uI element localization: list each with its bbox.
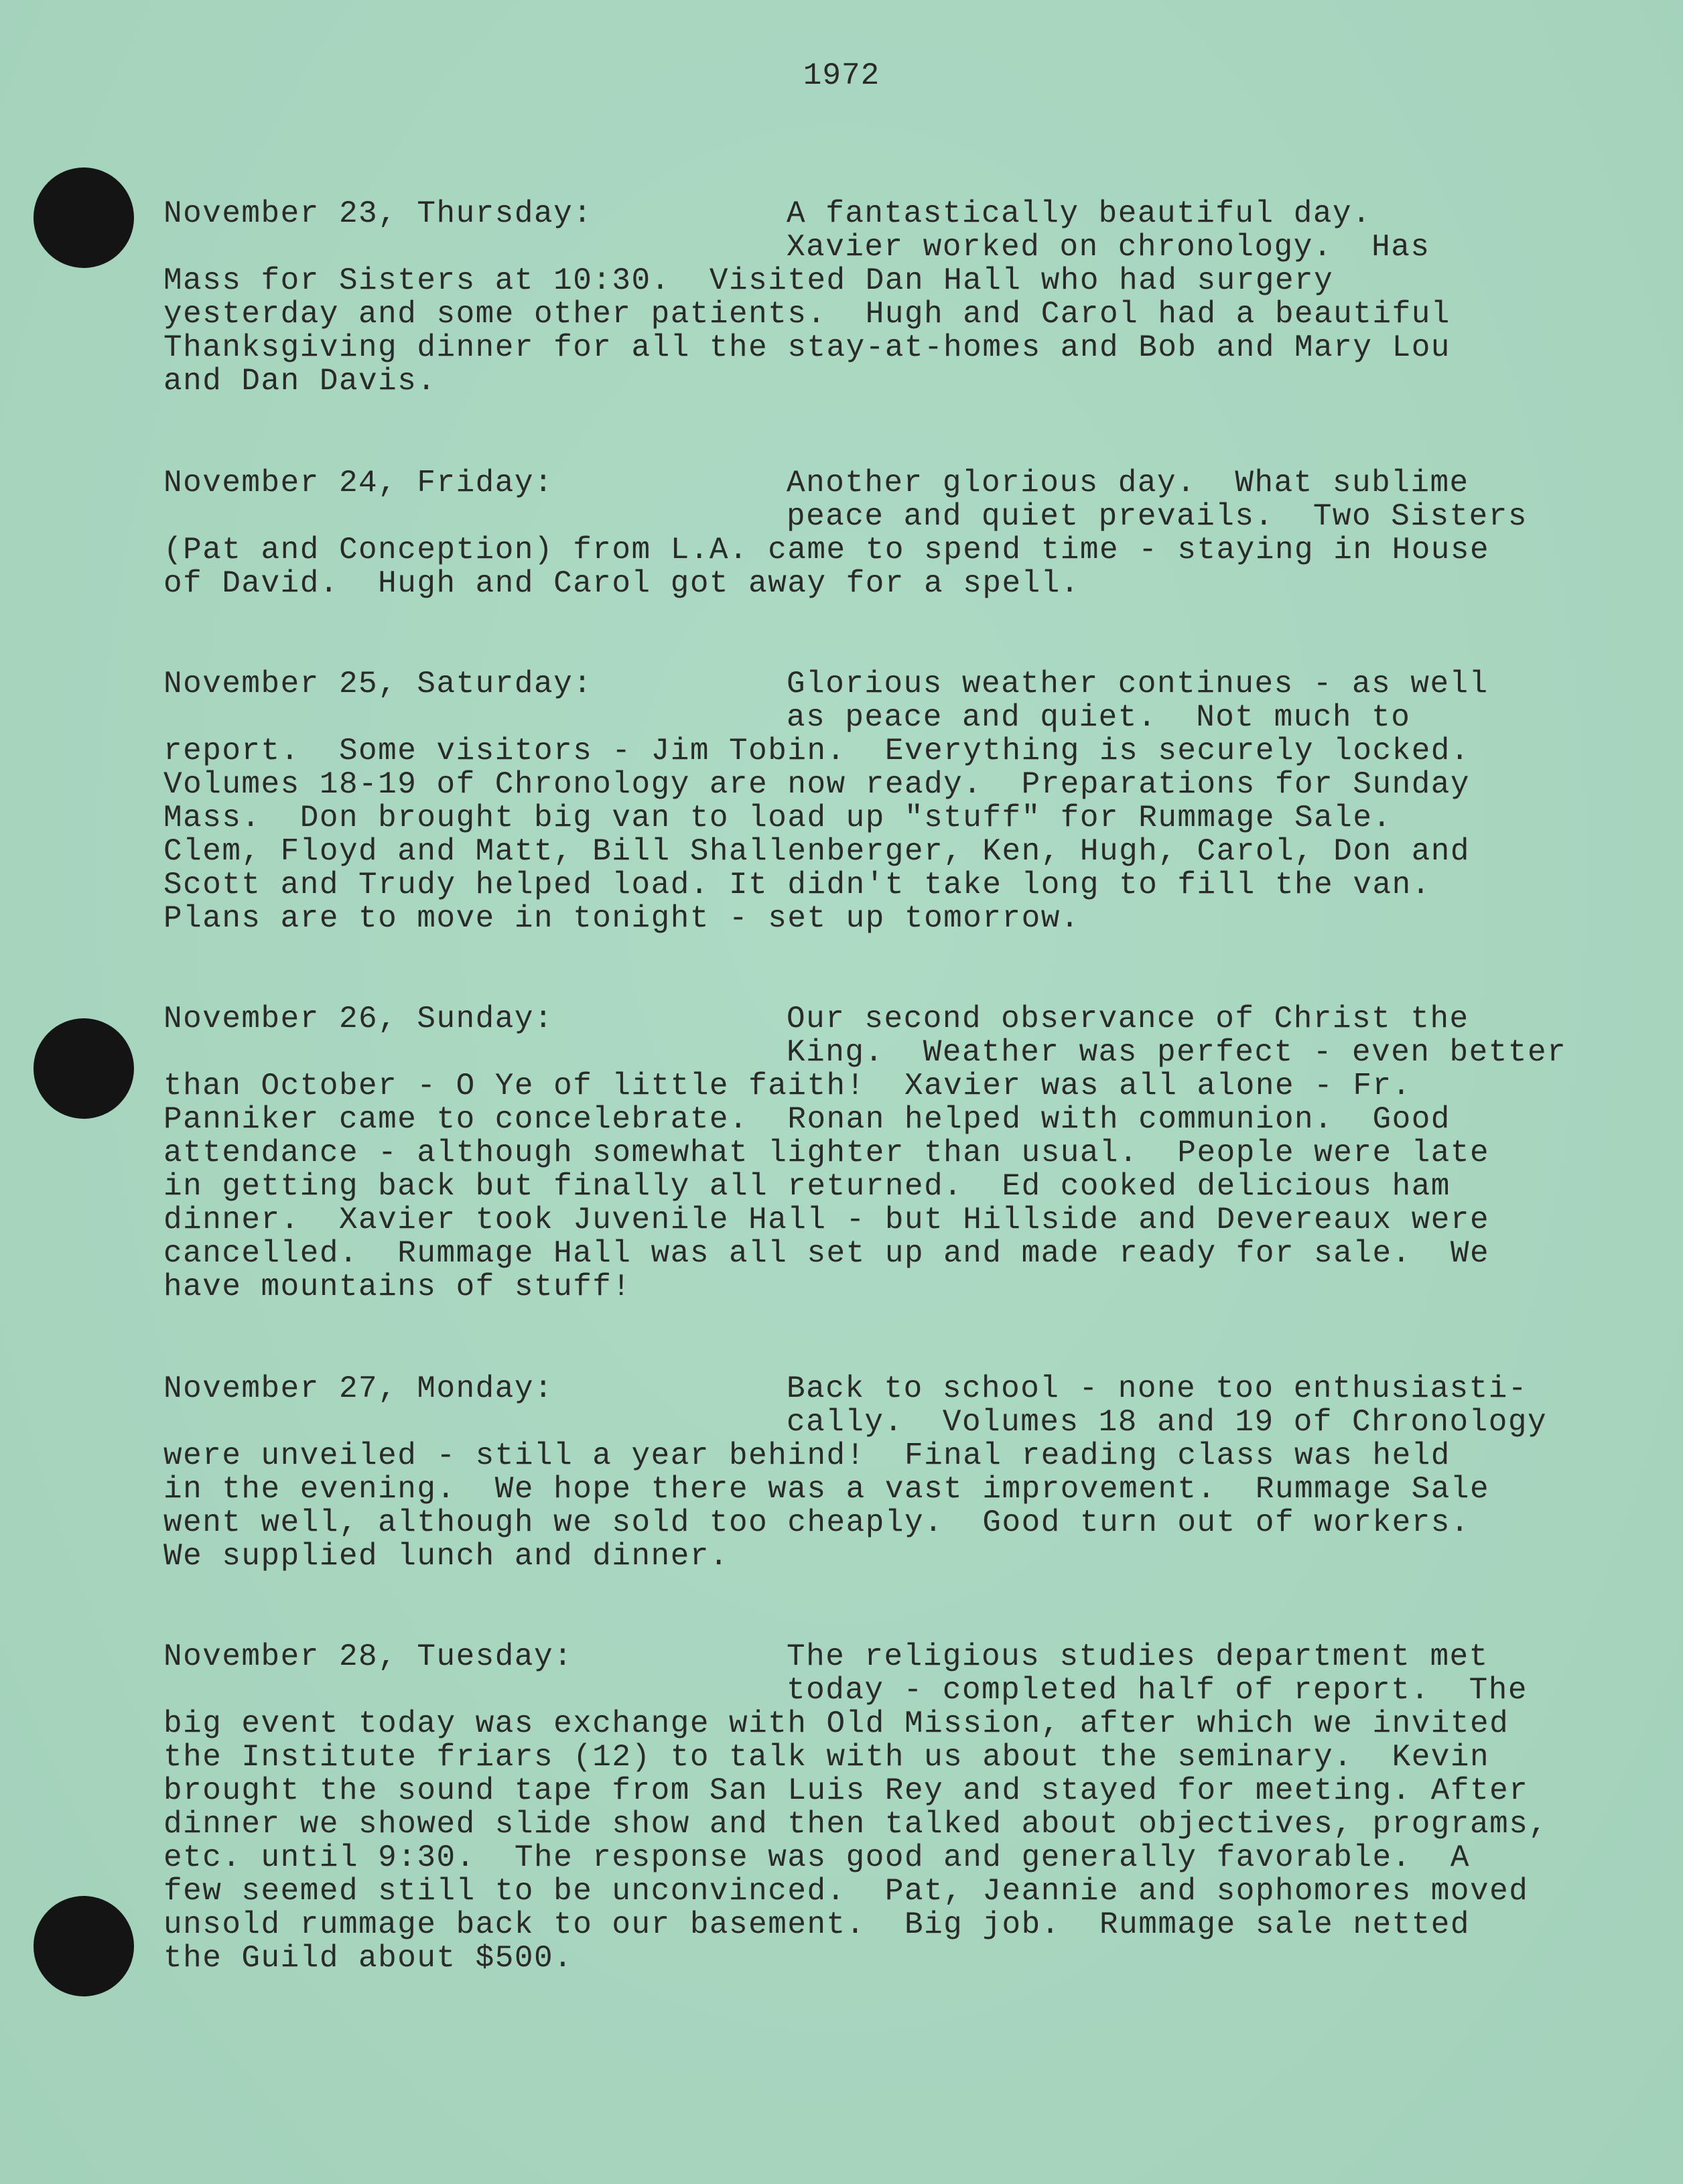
diary-entry: [163, 197, 1611, 398]
entry-date: November 24, Friday:: [163, 466, 554, 500]
entry-date: November 27, Monday:: [163, 1371, 554, 1406]
entry-text-line: big event today was exchange with Old Mission, after which we invited: [163, 1706, 1509, 1741]
entry-text-line: Back to school - none too enthusiasti-: [787, 1371, 1528, 1406]
entry-text-line: today - completed half of report. The: [787, 1673, 1528, 1708]
entry-text-line: Xavier worked on chronology. Has: [787, 230, 1430, 265]
entry-text-line: Our second observance of Christ the: [787, 1002, 1469, 1036]
entry-text-line: Scott and Trudy helped load. It didn't take long to fill the van.: [163, 868, 1431, 902]
entry-text-line: cancelled. Rummage Hall was all set up and made ready for sale. We: [163, 1236, 1490, 1271]
entry-text-line: dinner. Xavier took Juvenile Hall - but Hillside and Devereaux were: [163, 1203, 1490, 1237]
diary-entry: [163, 466, 1611, 600]
entry-text-line: etc. until 9:30. The response was good and generally favorable. A: [163, 1840, 1471, 1875]
entry-text-line: Mass. Don brought big van to load up "stuff" for Rummage Sale.: [163, 801, 1392, 835]
diary-entry: [163, 667, 1611, 935]
entry-date: November 25, Saturday:: [163, 667, 593, 701]
entry-text-line: unsold rummage back to our basement. Big job. Rummage sale netted: [163, 1907, 1471, 1942]
entry-text-line: Panniker came to concelebrate. Ronan helped with communion. Good: [163, 1102, 1451, 1137]
entry-text-line: and Dan Davis.: [163, 364, 437, 399]
punch-hole-middle: [33, 1018, 134, 1119]
entry-text-line: than October - O Ye of little faith! Xavier was all alone - Fr.: [163, 1069, 1412, 1103]
entry-text-line: Glorious weather continues - as well: [787, 667, 1489, 701]
entry-text-line: Plans are to move in tonight - set up tomorrow.: [163, 901, 1080, 936]
punch-hole-bottom: [33, 1896, 134, 1996]
entry-date: November 26, Sunday:: [163, 1002, 554, 1036]
diary-entry: [163, 1372, 1611, 1573]
entry-text-line: attendance - although somewhat lighter than usual. People were late: [163, 1136, 1490, 1170]
entry-text-line: dinner we showed slide show and then talked about objectives, programs,: [163, 1807, 1548, 1842]
entry-text-line: King. Weather was perfect - even better: [787, 1035, 1567, 1070]
entry-text-line: brought the sound tape from San Luis Rey and stayed for meeting. After: [163, 1773, 1529, 1808]
diary-entry: [163, 1002, 1611, 1304]
entry-text-line: Clem, Floyd and Matt, Bill Shallenberger, Ken, Hugh, Carol, Don and: [163, 834, 1471, 869]
entry-text-line: were unveiled - still a year behind! Final reading class was held: [163, 1438, 1451, 1473]
entry-date: November 23, Thursday:: [163, 196, 593, 231]
entry-text-line: The religious studies department met: [787, 1639, 1489, 1674]
diary-entry: [163, 1640, 1611, 1975]
entry-text-line: Thanksgiving dinner for all the stay-at-homes and Bob and Mary Lou: [163, 330, 1451, 365]
entry-text-line: cally. Volumes 18 and 19 of Chronology: [787, 1405, 1548, 1440]
entry-text-line: in getting back but finally all returned. Ed cooked delicious ham: [163, 1169, 1451, 1204]
entry-text-line: in the evening. We hope there was a vast improvement. Rummage Sale: [163, 1472, 1490, 1507]
entry-text-line: We supplied lunch and dinner.: [163, 1539, 730, 1574]
entry-text-line: Volumes 18-19 of Chronology are now ready. Preparations for Sunday: [163, 767, 1471, 802]
entry-text-line: peace and quiet prevails. Two Sisters: [787, 499, 1528, 534]
entry-text-line: the Institute friars (12) to talk with us about the seminary. Kevin: [163, 1740, 1490, 1775]
entry-text-line: few seemed still to be unconvinced. Pat, Jeannie and sophomores moved: [163, 1874, 1529, 1909]
page-year-header: 1972: [803, 58, 880, 93]
entry-text-line: yesterday and some other patients. Hugh and Carol had a beautiful: [163, 297, 1451, 332]
entry-text-line: the Guild about $500.: [163, 1941, 574, 1976]
entry-text-line: Another glorious day. What sublime: [787, 466, 1469, 500]
entry-text-line: as peace and quiet. Not much to: [787, 700, 1411, 735]
punch-hole-top: [33, 167, 134, 268]
entry-date: November 28, Tuesday:: [163, 1639, 574, 1674]
entry-text-line: have mountains of stuff!: [163, 1270, 632, 1304]
entry-text-line: Mass for Sisters at 10:30. Visited Dan Hall who had surgery: [163, 263, 1334, 298]
entry-text-line: A fantastically beautiful day.: [787, 196, 1372, 231]
entry-text-line: went well, although we sold too cheaply. Good turn out of workers.: [163, 1505, 1471, 1540]
entry-text-line: report. Some visitors - Jim Tobin. Everything is securely locked.: [163, 734, 1471, 768]
entry-text-line: of David. Hugh and Carol got away for a spell.: [163, 566, 1080, 601]
entry-text-line: (Pat and Conception) from L.A. came to spend time - staying in House: [163, 533, 1490, 567]
